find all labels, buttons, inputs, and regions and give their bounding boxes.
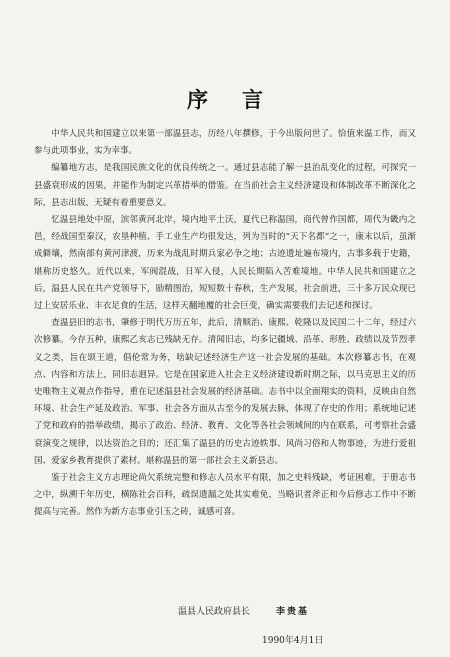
paragraph: 鉴于社会主义方志理论尚欠系统完整和修志人员水平有限，加之史料残缺，考证困难，于册志书之中，纵溯千年历史，横陈社会百科，疏误遗漏之处其实难免，当略识者斧正和今后修志工作中不断提高与完善。然作为新方志事业引玉之砖，诚感可喜。 (34, 473, 416, 518)
signature-date: 1990年4月1日 (262, 636, 324, 646)
paragraph: 中华人民共和国建立以来第一部温县志，历经八年撰修，于今出版问世了。恰值来温工作，而又参与此项事业，实为幸事。 (34, 129, 416, 157)
page-title: 序言 (187, 88, 297, 112)
signature-title: 温县人民政府县长 (178, 607, 251, 617)
preface-body (34, 126, 416, 522)
paragraph: 编纂地方志，是我国民族文化的优良传统之一。通过县志能了解一县治乱变化的过程，可探究一县盛衰形成的因果，并能作为制定兴革措举的借鉴。在当前社会主义经济建设和体制改革不断深化之际，县志出版，无疑有着重要意义。 (34, 163, 416, 208)
paragraph: 查温县旧的志书，肇修于明代万历五年，此后，清顺治、康熙、乾隆以及民国二十二年，经过六次修纂。今存五种，康熙乙亥志已残缺无存。清闻旧志，均多记疆域、沿革、形胜、政绩以及节烈孝义之类，旨在颂王道，倡伦常为务，啥缺记述经济生产这一社会发展的基础。本次修纂志书，在观点、内容和方法上，同旧志迥异。它是在国家进入社会主义经济建设新时期之际，以马克思主义的历史唯物主义观点作指导，重在记述温县社会发展的经济基础。志书中以全面翔实的资料，反映由自然环境、社会生产延及政治、军事、社会各方面从古至今的发展去脉，体现了存史的作用；系统地记述了党和政府的措举政绩，揭示了政治、经济、教育、文化等各社会领域间的内在联系，可考察社会盛衰演变之规律，以达资治之目的；还汇集了温县的历史古迹轶事、风尚习俗和人物事迹，为进行爱祖国、爱家乡教育提供了素材。堪称温县的第一部社会主义新县志。 (34, 318, 416, 466)
signature-line (178, 604, 309, 617)
signature-name: 李贵基 (276, 607, 310, 617)
paragraph: 忆温县地处中原，滨邻黄河北岸，境内地平土沃，夏代已称温国，商代曾作国都，周代为畿内之邑，经战国至秦汉，农垦种植、手工业生产均很发达，列为当时的“天下名都”之一，康末以后，虽渐成僻壤，然南部有黄河津渡，历来为战乱时期兵家必争之地；古迹遗址遍布境内，古事多载于史籍，堪称历史悠久。近代以来，军阀混战，日军入侵，人民长期陷入苦难境地。中华人民共和国建立之后，温县人民在共产党领导下，励精图治，短短数十春秋，生产发展，社会前进，三十多万民众现已过上安居乐业、丰衣足食的生活，这样天翻地覆的社会巨变，确实需要我们去记述和探讨。 (34, 215, 416, 312)
